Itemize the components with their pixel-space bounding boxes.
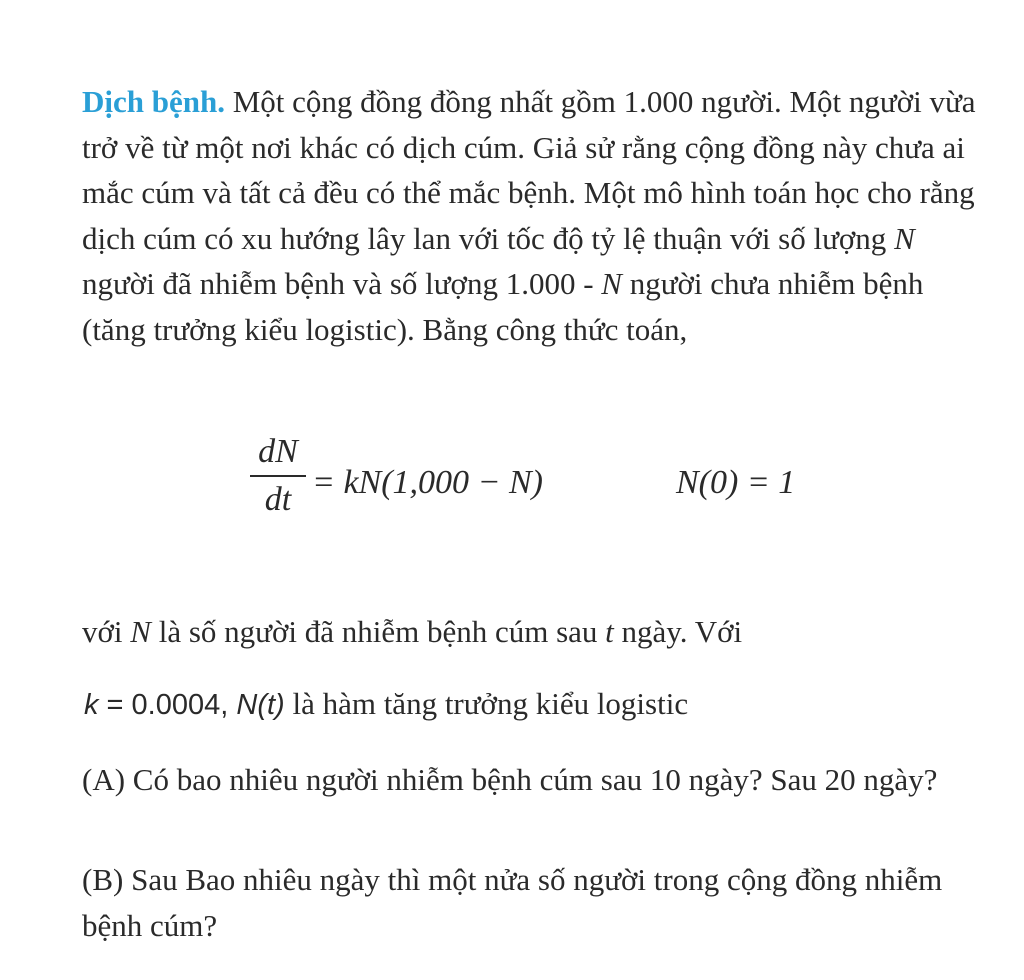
fraction-numerator: dN <box>258 433 298 470</box>
function-Nt: N(t) <box>236 689 285 721</box>
initial-condition: N(0) = 1 <box>676 464 796 501</box>
after-text-2: là số người đã nhiễm bệnh cúm sau <box>150 614 606 649</box>
variable-t: t <box>605 614 614 649</box>
variable-k: k <box>84 689 99 721</box>
fraction-bar <box>250 475 306 477</box>
intro-text-1: Một cộng đồng đồng nhất gồm 1.000 người. Một người vừa trở về từ một nơi khác có dịch cúm. Giả sử rằng cộng đồng này chưa ai mắc cúm và tất cả đều có thể mắc bệnh. Một mô hình toán học cho rằng dịch cúm có xu hướng lây lan với tốc độ tỷ lệ thuận với số lượng <box>82 84 976 256</box>
variable-N: N <box>130 614 151 649</box>
after-text-3: ngày. Với <box>613 614 743 649</box>
k-line-text: là hàm tăng trưởng kiểu logistic <box>284 686 689 721</box>
derivative-fraction <box>250 432 306 520</box>
k-value: = 0.0004, <box>98 689 237 721</box>
intro-text-3: người chưa nhiễm bệnh (tăng trưởng kiểu logistic). Bằng công thức toán, <box>82 266 924 347</box>
k-value-line <box>84 681 984 729</box>
equation-right-side: = kN(1,000 − N) <box>312 464 543 501</box>
after-text-1: với <box>82 614 131 649</box>
variable-description <box>82 609 982 655</box>
question-a: (A) Có bao nhiêu người nhiễm bệnh cúm sau 10 ngày? Sau 20 ngày? <box>82 762 938 797</box>
fraction-denominator: dt <box>264 481 292 518</box>
intro-text-2: người đã nhiễm bệnh và số lượng 1.000 - <box>82 266 602 301</box>
variable-N: N <box>601 266 622 301</box>
problem-intro <box>82 79 982 352</box>
problem-title: Dịch bệnh. <box>82 84 225 119</box>
variable-N: N <box>894 220 915 256</box>
question-b: (B) Sau Bao nhiêu ngày thì một nửa số người trong cộng đồng nhiễm bệnh cúm? <box>82 862 943 943</box>
